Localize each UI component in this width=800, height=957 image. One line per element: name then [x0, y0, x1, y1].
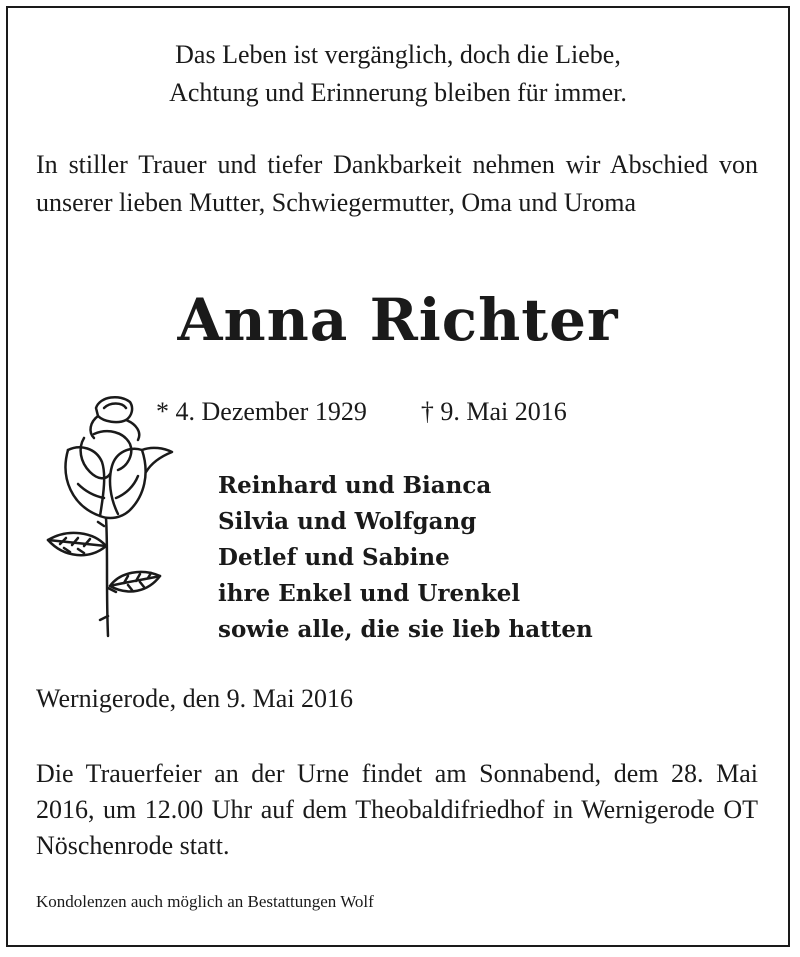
intro-text: In stiller Trauer und tiefer Dankbarkeit nehmen wir Abschied von unserer lieben Mutter, Schwiegermutter, Oma und Uroma [36, 150, 758, 217]
ceremony-info: Die Trauerfeier an der Urne findet am Sonnabend, dem 28. Mai 2016, um 12.00 Uhr auf dem Theobaldifriedhof in Wernigerode OT Nöschenrode statt. [36, 759, 758, 860]
place-date: Wernigerode, den 9. Mai 2016 [36, 684, 354, 713]
mourner-line: Detlef und Sabine [218, 544, 450, 571]
mourner-line: Silvia und Wolfgang [218, 508, 477, 535]
mourner-line: sowie alle, die sie lieb hatten [218, 616, 593, 643]
condolences-note: Kondolenzen auch möglich an Bestattungen Wolf [36, 892, 374, 911]
obituary-notice [6, 6, 790, 947]
birth-date: * 4. Dezember 1929 [156, 397, 367, 426]
mourner-line: ihre Enkel und Urenkel [218, 580, 521, 607]
life-dates [156, 394, 567, 430]
mourners-list [218, 468, 593, 648]
motto-line: Achtung und Erinnerung bleiben für immer. [169, 78, 627, 107]
death-date: † 9. Mai 2016 [420, 397, 567, 426]
motto [8, 36, 788, 112]
mourner-line: Reinhard und Bianca [218, 472, 492, 499]
deceased-name: Anna Richter [177, 286, 619, 354]
motto-line: Das Leben ist vergänglich, doch die Liebe, [175, 40, 621, 69]
